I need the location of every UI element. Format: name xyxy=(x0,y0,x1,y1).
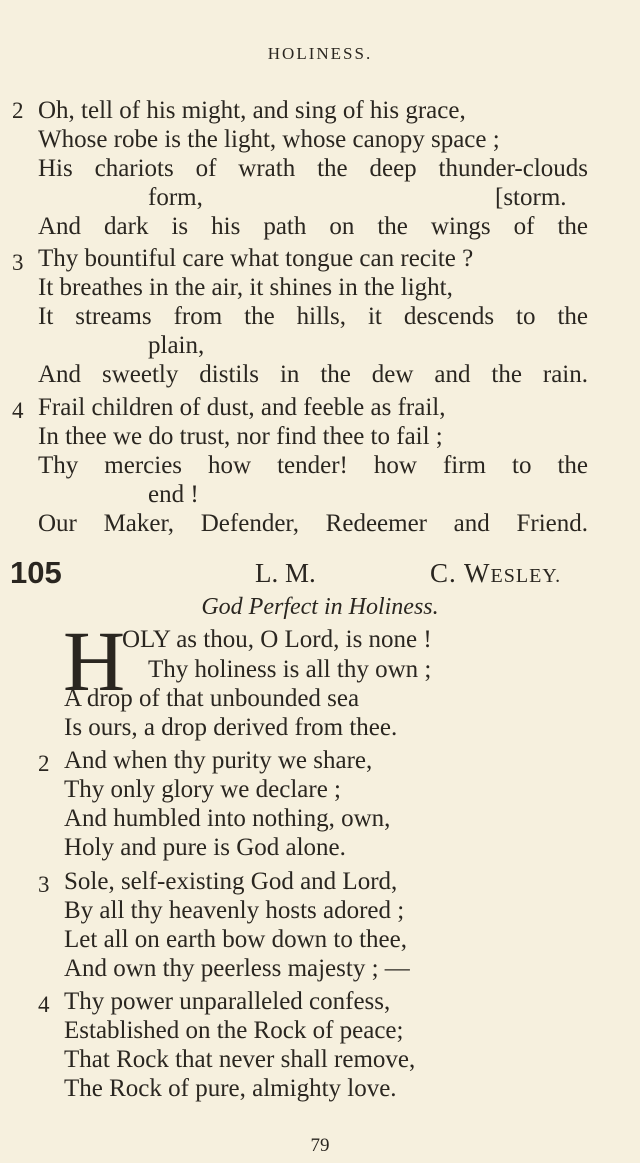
verse-line: And when thy purity we share, xyxy=(64,747,373,774)
verse-line: And dark is his path on the wings of the xyxy=(38,213,588,240)
verse-line: By all thy heavenly hosts adored ; xyxy=(64,897,405,924)
verse-line: Thy only glory we declare ; xyxy=(64,776,341,803)
verse-line: His chariots of wrath the deep thunder-clouds xyxy=(38,155,588,182)
verse-line: end ! xyxy=(148,481,199,508)
verse-line: Frail children of dust, and feeble as frail, xyxy=(38,394,446,421)
verse-line: That Rock that never shall remove, xyxy=(64,1046,416,1073)
verse-line: Our Maker, Defender, Redeemer and Friend. xyxy=(38,510,588,537)
verse-number: 2 xyxy=(12,98,24,123)
verse-line: Thy bountiful care what tongue can recite ? xyxy=(38,245,474,272)
verse-line: Thy mercies how tender! how firm to the xyxy=(38,452,588,479)
hymn-meter: L. M. xyxy=(255,558,316,588)
verse-number: 2 xyxy=(38,751,50,776)
verse-line: Oh, tell of his might, and sing of his grace, xyxy=(38,97,466,124)
verse-line: It streams from the hills, it descends to the xyxy=(38,303,588,330)
running-head: HOLINESS. xyxy=(267,44,373,63)
verse-line: A drop of that unbounded sea xyxy=(64,685,360,712)
verse-line: [storm. xyxy=(495,184,567,211)
hymn-author xyxy=(430,556,561,593)
verse-line: Sole, self-existing God and Lord, xyxy=(64,868,398,895)
verse-line: And humbled into nothing, own, xyxy=(64,805,391,832)
verse-number: 3 xyxy=(38,872,50,897)
verse-number: 4 xyxy=(38,992,50,1017)
verse-line: In thee we do trust, nor find thee to fail ; xyxy=(38,423,443,450)
drop-cap: H xyxy=(63,613,126,709)
verse-line: Whose robe is the light, whose canopy space ; xyxy=(38,126,500,153)
verse-number: 3 xyxy=(12,250,24,275)
verse-line: Established on the Rock of peace; xyxy=(64,1017,404,1044)
verse-line: And sweetly distils in the dew and the rain. xyxy=(38,361,588,388)
verse-line: OLY as thou, O Lord, is none ! xyxy=(122,626,432,653)
verse-line: And own thy peerless majesty ; — xyxy=(64,955,410,982)
verse-line: It breathes in the air, it shines in the light, xyxy=(38,274,453,301)
author-initial: C. W xyxy=(430,558,491,588)
verse-number: 4 xyxy=(12,398,24,423)
verse-line: Let all on earth bow down to thee, xyxy=(64,926,407,953)
hymn-subtitle: God Perfect in Holiness. xyxy=(201,594,439,620)
verse-line: Thy power unparalleled confess, xyxy=(64,988,391,1015)
verse-line: plain, xyxy=(148,332,205,359)
verse-line: Is ours, a drop derived from thee. xyxy=(64,714,398,741)
page-number: 79 xyxy=(310,1135,330,1156)
verse-line: Holy and pure is God alone. xyxy=(64,834,346,861)
verse-line: Thy holiness is all thy own ; xyxy=(148,656,432,683)
hymn-number: 105 xyxy=(10,555,62,590)
verse-line: The Rock of pure, almighty love. xyxy=(64,1075,397,1102)
author-rest: ESLEY. xyxy=(490,565,562,587)
verse-line: form, xyxy=(148,184,203,211)
